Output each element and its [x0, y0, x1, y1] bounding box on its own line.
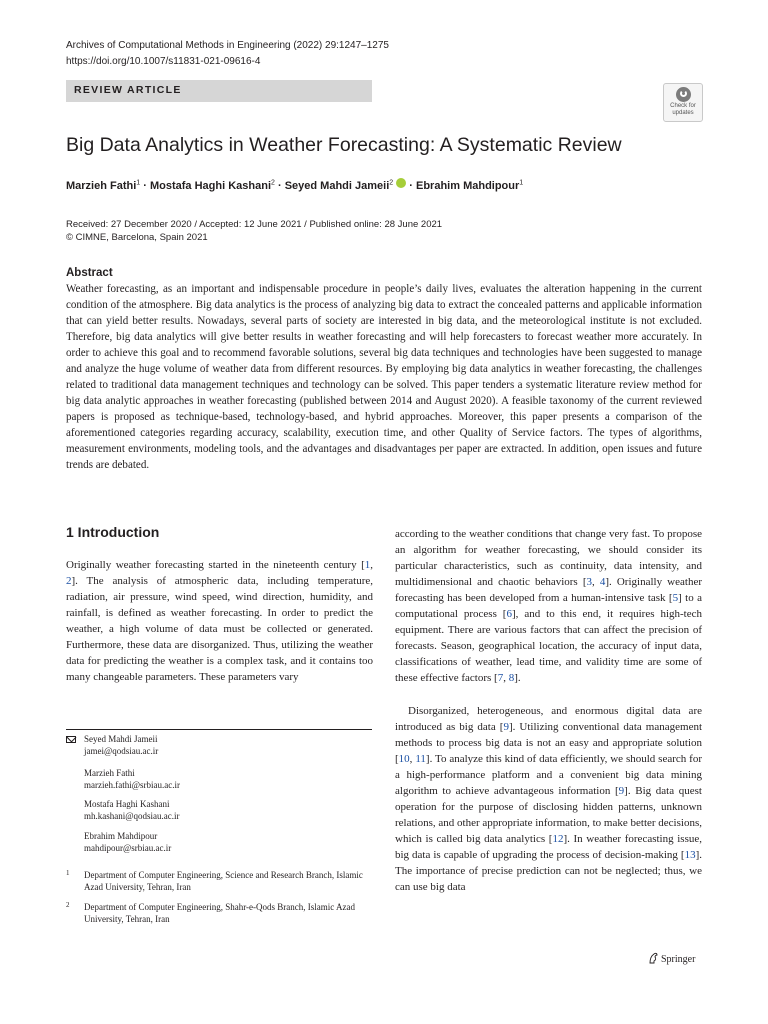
- citation-link[interactable]: 3: [586, 576, 592, 588]
- publisher-name: Springer: [661, 954, 696, 965]
- citation-link[interactable]: 10: [398, 753, 410, 765]
- paragraph-text: ,: [409, 753, 416, 765]
- contact-name: Mostafa Haghi Kashani: [84, 799, 170, 809]
- author-separator: ·: [406, 180, 416, 192]
- author-affiliation-marker: 2: [389, 179, 394, 187]
- citation-link[interactable]: 12: [552, 833, 564, 845]
- author-name[interactable]: Seyed Mahdi Jameii: [284, 180, 390, 192]
- citation-link[interactable]: 7: [497, 672, 504, 684]
- contact-email[interactable]: marzieh.fathi@srbiau.ac.ir: [84, 779, 180, 790]
- affiliation-number: 1: [66, 869, 70, 877]
- envelope-icon: [66, 736, 76, 743]
- section-heading-introduction: 1 Introduction: [66, 524, 160, 540]
- publication-dates: Received: 27 December 2020 / Accepted: 12 June 2021 / Published online: 28 June 2021: [66, 219, 443, 230]
- orcid-icon[interactable]: [396, 178, 406, 188]
- author-name[interactable]: Marzieh Fathi: [66, 180, 137, 192]
- springer-horse-icon: [648, 952, 658, 964]
- contact-email[interactable]: mahdipour@srbiau.ac.ir: [84, 842, 172, 853]
- author-separator: ·: [274, 180, 285, 192]
- author-affiliation-marker: 2: [271, 179, 275, 187]
- copyright-line: © CIMNE, Barcelona, Spain 2021: [66, 232, 208, 243]
- paragraph-text: ,: [370, 559, 373, 571]
- affiliation-text: Department of Computer Engineering, Shahr-e-Qods Branch, Islamic Azad University, Tehran, Iran: [84, 902, 355, 924]
- citation-link[interactable]: 9: [503, 721, 509, 733]
- paragraph-text: ,: [503, 672, 509, 684]
- contact-email[interactable]: jamei@qodsiau.ac.ir: [84, 745, 159, 756]
- paragraph-text: Originally weather forecasting started in the nineteenth century [: [66, 559, 365, 571]
- citation-link[interactable]: 5: [672, 592, 679, 604]
- article-title: Big Data Analytics in Weather Forecasting: A Systematic Review: [66, 134, 622, 156]
- paragraph-text: ]. Originally weather forecasting has been developed from a human-intensive task [: [395, 576, 702, 604]
- paragraph-text: ]. To analyze this kind of data efficiently, we should search for a high-performance platform and a convenient big data mining algorithm to achieve advantageous information [: [395, 753, 702, 797]
- citation-link[interactable]: 1: [364, 559, 371, 571]
- paragraph-text: ,: [591, 576, 600, 588]
- paragraph-text: according to the weather conditions that change very fast. To propose an algorithm for weather forecasting, we should consider its particular characteristics, such as continuity, data intensity, and multidimensional and chaotic behaviors [: [395, 528, 702, 588]
- contact-email[interactable]: mh.kashani@qodsiau.ac.ir: [84, 810, 180, 821]
- abstract-text: Weather forecasting, as an important and indispensable procedure in people’s daily lives, evaluates the alteration happening in the current condition of the atmosphere. Big data analytics is the process of analyzing big data to extract the concealed patterns and applicable information that can yield better results. Nowadays, several parts of society are interested in big data, and the meteorological institute is not excluded. Therefore, big data analytics will give better results in weather forecasting and will help forecasters to forecast weather more accurately. In order to achieve this goal and to recommend favorable solutions, several big data techniques and technologies have been suggested to manage and analyze the huge volume of weather data from different resources. By employing big data analytics in weather forecasting, the challenges related to traditional data management techniques and technology can be solved. This paper tenders a systematic literature review method for big data analytic approaches in weather forecasting (published between 2014 and August 2020). A feasible taxonomy of the current reviewed papers is proposed as technique-based, technology-based, and hybrid approaches. Moreover, this paper presents a comparison of the aforementioned categories regarding accuracy, scalability, execution time, and other Quality of Service factors. The types of algorithms, measurement environments, modeling tools, and the advantages and disadvantages per paper are extracted. In addition, open issues and future trends are debated.: [66, 283, 702, 471]
- corresponding-author-contact: [84, 734, 158, 757]
- abstract-heading: Abstract: [66, 267, 113, 279]
- contact-name: Ebrahim Mahdipour: [84, 831, 158, 841]
- author-name[interactable]: Ebrahim Mahdipour: [416, 180, 520, 192]
- check-for-updates-badge[interactable]: [663, 83, 703, 122]
- author-contact: [84, 799, 180, 822]
- footnote-divider: [66, 729, 372, 730]
- affiliation-number: 2: [66, 901, 70, 909]
- author-list: [66, 178, 716, 192]
- article-type-banner: REVIEW ARTICLE: [66, 80, 372, 102]
- check-badge-line1: Check for: [670, 103, 696, 109]
- check-for-updates-icon: [676, 87, 691, 102]
- citation-link[interactable]: 6: [506, 608, 512, 620]
- intro-paragraph: [395, 526, 702, 686]
- doi-link[interactable]: https://doi.org/10.1007/s11831-021-09616-4: [66, 56, 261, 67]
- citation-link[interactable]: 2: [66, 575, 72, 587]
- journal-citation: Archives of Computational Methods in Engineering (2022) 29:1247–1275: [66, 40, 389, 51]
- paragraph-text: Disorganized, heterogeneous, and enormous digital data are introduced as big data [: [395, 705, 702, 733]
- paragraph-text: ]. Big data quest operation for the purpose of disclosing hidden patterns, unknown relations, and other appropriate information, to make better decisions, which is called big data analytics [: [395, 785, 702, 845]
- paragraph-text: ]. Utilizing conventional data management methods to process big data is not an easy and appropriate solution [: [395, 721, 703, 765]
- affiliation-text: Department of Computer Engineering, Science and Research Branch, Islamic Azad University, Tehran, Iran: [84, 870, 363, 892]
- author-affiliation-marker: 1: [519, 179, 524, 187]
- author-separator: ·: [140, 180, 150, 192]
- publisher-logo: [648, 952, 695, 965]
- check-badge-line2: updates: [672, 110, 694, 116]
- citation-link[interactable]: 13: [684, 849, 696, 861]
- citation-link[interactable]: 9: [618, 785, 625, 797]
- paragraph-text: ]. In weather forecasting issue, big data is capable of upgrading the process of decision-making [: [395, 833, 702, 861]
- citation-link[interactable]: 4: [599, 576, 606, 588]
- paragraph-text: ]. The importance of precise prediction can not be neglected; thus, we can use big data: [395, 849, 702, 893]
- intro-paragraph: [66, 557, 373, 685]
- author-affiliation-marker: 1: [136, 179, 141, 187]
- paragraph-text: ]. The analysis of atmospheric data, including temperature, radiation, air pressure, wind speed, wind direction, humidity, and rainfall, is defined as weather forecasting. In order to predict the weather, a high volume of data must be collected or generated. Furthermore, these data are disorganized. Thus, utilizing the weather data for predicting the weather is a complex task, and it contains too many changeable parameters. These parameters vary: [66, 575, 373, 683]
- contact-name: Marzieh Fathi: [84, 768, 135, 778]
- author-name[interactable]: Mostafa Haghi Kashani: [149, 180, 272, 192]
- author-contact: [84, 831, 171, 854]
- citation-link[interactable]: 8: [508, 672, 515, 684]
- citation-link[interactable]: 11: [415, 753, 426, 765]
- intro-paragraph: [395, 703, 702, 895]
- paragraph-text: ] to a computational process [: [395, 592, 702, 620]
- contact-name: Seyed Mahdi Jameii: [84, 734, 158, 744]
- paragraph-text: ], and to this end, it requires high-tech equipment. There are various factors that can affect the precision of forecasts. Season, geographical location, the accuracy of input data, classifications of weather, lead time, and validity time are some of these effective factors [: [395, 608, 702, 684]
- paragraph-text: ].: [514, 672, 521, 684]
- author-contact: [84, 768, 180, 791]
